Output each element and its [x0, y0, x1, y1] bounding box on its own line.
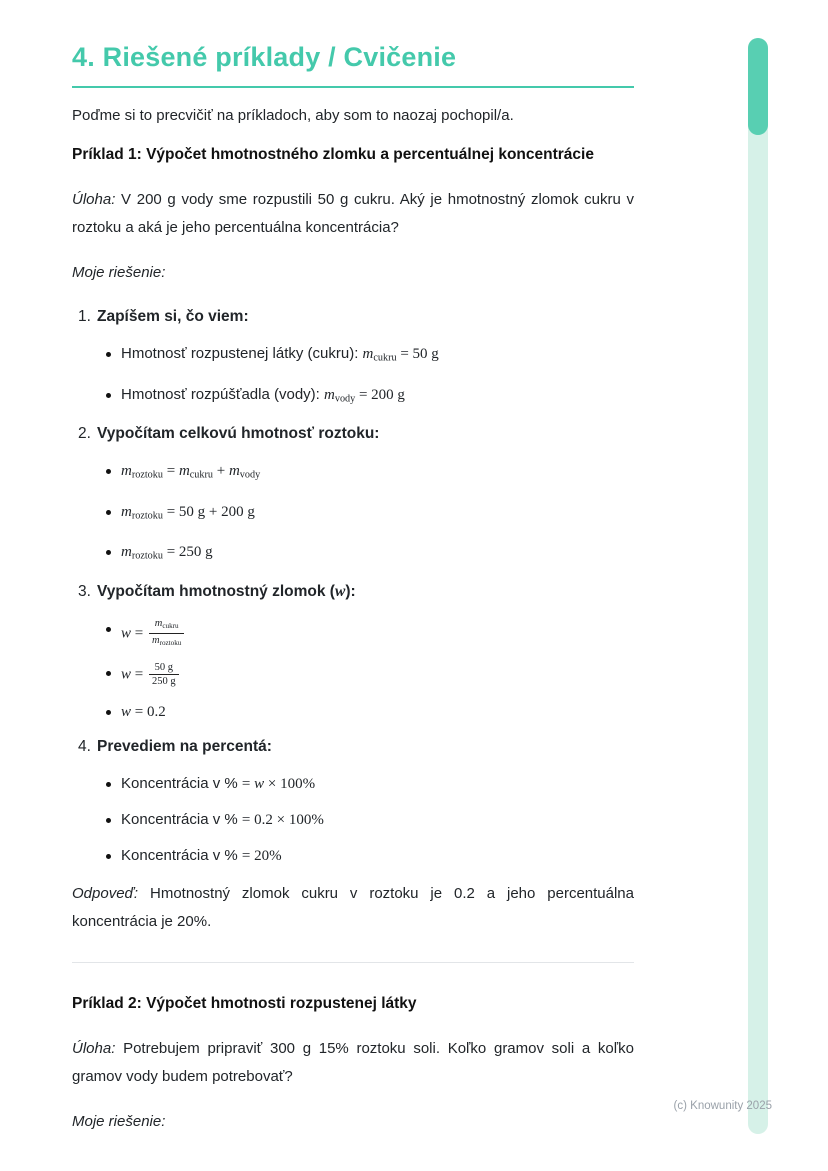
bold-text: Zapíšem si, čo viem: — [97, 308, 249, 325]
math-variable: w — [121, 666, 132, 683]
page-title: 4. Riešené príklady / Cvičenie — [72, 42, 457, 72]
math-variable: m — [121, 463, 132, 480]
math-subscript: cukru — [162, 621, 179, 630]
math-text: + — [212, 463, 229, 480]
math-bullet — [121, 772, 634, 796]
step-number: 3. — [78, 582, 91, 600]
math-text: 250 g — [151, 676, 176, 688]
title-divider — [72, 86, 634, 88]
intro-text: Poďme si to precvičiť na príkladoch, aby som to naozaj pochopil/a. — [72, 107, 514, 124]
example2-task-paragraph — [72, 1035, 634, 1091]
scrollbar-track[interactable] — [748, 38, 768, 1134]
step-bullets — [72, 772, 634, 868]
solution-step — [72, 423, 634, 569]
step-title — [72, 736, 634, 758]
step-bullets — [72, 459, 634, 569]
math-variable: m — [151, 634, 160, 646]
math-text: = 50 g — [396, 346, 439, 362]
example1-heading: Príklad 1: Výpočet hmotnostného zlomku a percentuálnej koncentrácie — [72, 146, 594, 163]
example2-task-label: Úloha: — [72, 1040, 116, 1058]
fraction — [149, 661, 179, 688]
example1-answer-label: Odpoveď: — [72, 885, 139, 903]
math-bullet — [121, 617, 634, 650]
math-variable: m — [362, 346, 374, 362]
math-text: = — [162, 463, 179, 480]
bold-text: Vypočítam celkovú hmotnosť roztoku: — [97, 425, 380, 443]
math-bullet — [121, 540, 634, 569]
math-text: = 0.2 — [131, 704, 166, 721]
math-text: = 50 g + 200 g — [162, 503, 255, 520]
bold-text: Vypočítam hmotnostný zlomok ( — [97, 582, 335, 600]
math-subscript: cukru — [373, 352, 397, 364]
math-subscript: roztoku — [131, 550, 163, 562]
math-subscript: roztoku — [131, 510, 163, 522]
example2-solution-label: Moje riešenie: — [72, 1113, 166, 1131]
bold-text: ): — [345, 582, 356, 600]
scrollbar-thumb[interactable] — [748, 38, 768, 135]
math-bullet — [121, 700, 634, 724]
text-segment: Koncentrácia v % — [121, 847, 242, 865]
math-bullet — [121, 383, 634, 412]
example1-task-text: V 200 g vody sme rozpustili 50 g cukru. Aký je hmotnostný zlomok cukru v roztoku a aká je jeho percentuálna koncentrácia? — [72, 191, 635, 236]
math-subscript: vody — [334, 393, 356, 405]
step-number: 2. — [78, 425, 91, 443]
example1-solution-label: Moje riešenie: — [72, 264, 166, 281]
math-text: = 250 g — [162, 544, 213, 561]
math-text: = — [131, 666, 147, 683]
math-bullet — [121, 342, 634, 371]
example1-answer-paragraph — [72, 880, 634, 936]
math-text: = 0.2 × 100% — [241, 812, 324, 829]
math-variable: w — [121, 624, 132, 641]
bold-text: Prevediem na percentá: — [97, 738, 272, 756]
math-variable: m — [324, 386, 335, 403]
math-text: × 100% — [264, 776, 316, 793]
example2-heading: Príklad 2: Výpočet hmotnosti rozpustenej látky — [72, 995, 417, 1013]
math-variable: m — [121, 544, 132, 561]
math-subscript: cukru — [189, 469, 213, 481]
example1-answer-text: Hmotnostný zlomok cukru v roztoku je 0.2 a jeho percentuálna koncentrácia je 20%. — [72, 885, 634, 931]
step-bullets — [72, 342, 634, 411]
step-bullets — [72, 617, 634, 725]
example1-task-label: Úloha: — [72, 191, 116, 208]
math-bullet — [121, 500, 634, 529]
math-text: 50 g — [154, 662, 173, 674]
fraction — [149, 617, 184, 650]
math-subscript: roztoku — [159, 638, 182, 647]
math-variable: w — [254, 776, 265, 793]
solution-step — [72, 581, 634, 725]
math-variable: m — [121, 503, 132, 520]
math-subscript: vody — [239, 469, 261, 481]
math-variable: m — [228, 463, 240, 480]
step-title — [72, 581, 634, 603]
step-title — [72, 423, 634, 445]
math-text: = — [241, 776, 255, 793]
text-segment: Koncentrácia v % — [121, 811, 242, 829]
math-subscript: roztoku — [131, 469, 163, 481]
math-variable-bold: w — [334, 582, 346, 600]
math-text: = 20% — [241, 848, 282, 865]
section-divider — [72, 962, 634, 963]
step-number: 1. — [78, 308, 91, 325]
math-variable: m — [154, 617, 163, 629]
math-bullet — [121, 459, 634, 488]
math-variable: w — [121, 704, 132, 721]
text-segment: Koncentrácia v % — [121, 775, 242, 793]
footer-copyright: (c) Knowunity 2025 — [673, 1100, 772, 1112]
math-text: = 200 g — [355, 386, 405, 403]
math-bullet — [121, 808, 634, 832]
solution-steps — [72, 306, 634, 868]
example2-task-text: Potrebujem pripraviť 300 g 15% roztoku soli. Koľko gramov soli a koľko gramov vody budem potrebovať? — [72, 1040, 634, 1086]
math-bullet — [121, 661, 634, 688]
solution-step — [72, 306, 634, 411]
example1-task-paragraph — [72, 186, 634, 242]
step-number: 4. — [78, 738, 91, 756]
math-variable: m — [178, 463, 190, 480]
step-title — [72, 306, 634, 328]
text-segment: Hmotnosť rozpúšťadla (vody): — [121, 385, 324, 403]
text-segment: Hmotnosť rozpustenej látky (cukru): — [121, 345, 363, 362]
solution-step — [72, 736, 634, 868]
math-bullet — [121, 844, 634, 868]
math-text: = — [131, 624, 147, 641]
content-column — [72, 40, 634, 1155]
